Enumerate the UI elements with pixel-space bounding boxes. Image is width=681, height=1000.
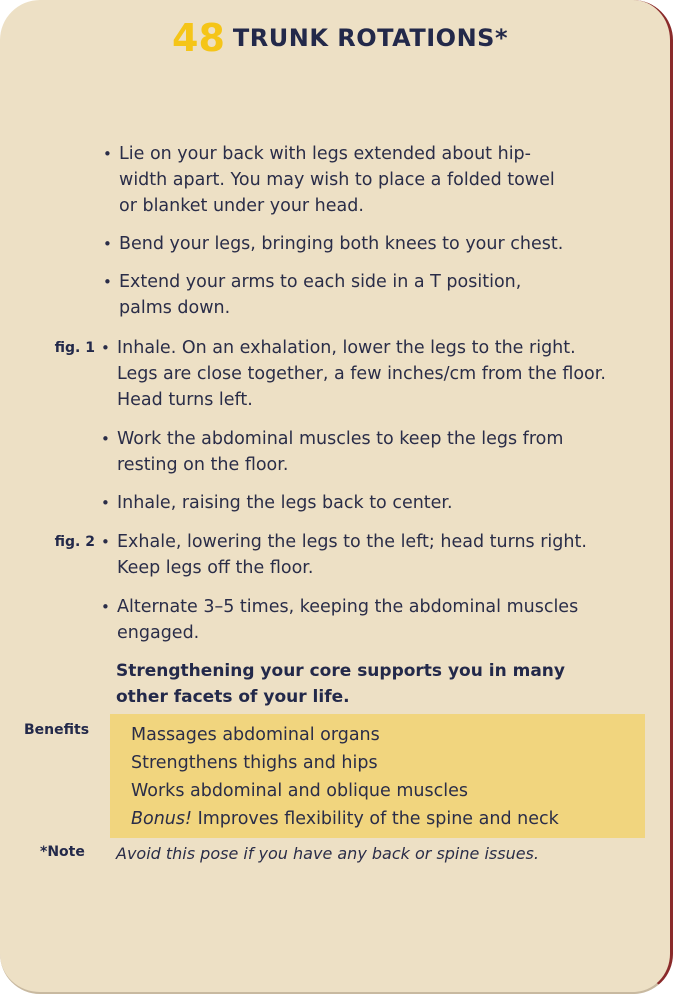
core-statement: Strengthening your core supports you in many other facets of your life.	[116, 661, 565, 707]
bullet-icon: •	[101, 494, 110, 512]
pose-name: TRUNK ROTATIONS*	[232, 24, 508, 52]
benefit-bonus	[131, 805, 645, 833]
bullet-icon: •	[103, 145, 112, 163]
pose-number: 48	[172, 16, 225, 60]
card-title	[0, 16, 680, 60]
bullet-icon: •	[101, 598, 110, 616]
bullet-icon: •	[103, 235, 112, 253]
step-line: Work the abdominal muscles to keep the legs from	[117, 429, 564, 449]
fig-label: fig. 2	[54, 534, 95, 550]
step-line: resting on the floor.	[117, 455, 289, 475]
note-text: Avoid this pose if you have any back or spine issues.	[116, 844, 539, 863]
step-line: width apart. You may wish to place a folded towel	[119, 170, 555, 190]
step-line: or blanket under your head.	[119, 196, 364, 216]
step-line: Extend your arms to each side in a T position,	[119, 272, 522, 292]
step-line: Bend your legs, bringing both knees to your chest.	[119, 234, 564, 254]
step-line: engaged.	[117, 623, 200, 643]
note-label: *Note	[40, 844, 85, 860]
step-line: Keep legs off the floor.	[117, 558, 314, 578]
benefits-label: Benefits	[24, 722, 90, 738]
benefit-item: Works abdominal and oblique muscles	[131, 781, 468, 801]
step-line: Alternate 3–5 times, keeping the abdominal muscles	[117, 597, 579, 617]
step-line: Inhale, raising the legs back to center.	[117, 493, 453, 513]
bonus-prefix: Bonus!	[131, 809, 193, 829]
step-line: Exhale, lowering the legs to the left; head turns right.	[117, 532, 587, 552]
step-line: palms down.	[119, 298, 231, 318]
bullet-icon: •	[101, 339, 110, 357]
benefits-box	[110, 714, 645, 838]
step-line: Inhale. On an exhalation, lower the legs to the right.	[117, 338, 576, 358]
step-line: Lie on your back with legs extended about hip-	[119, 144, 531, 164]
fig-label: fig. 1	[54, 340, 95, 356]
step-line: Head turns left.	[117, 390, 253, 410]
bonus-text: Improves flexibility of the spine and neck	[192, 809, 559, 829]
benefit-item: Massages abdominal organs	[131, 725, 380, 745]
bullet-icon: •	[101, 533, 110, 551]
bullet-icon: •	[101, 430, 110, 448]
benefit-item: Strengthens thighs and hips	[131, 753, 378, 773]
step-line: Legs are close together, a few inches/cm from the floor.	[117, 364, 606, 384]
bullet-icon: •	[103, 273, 112, 291]
